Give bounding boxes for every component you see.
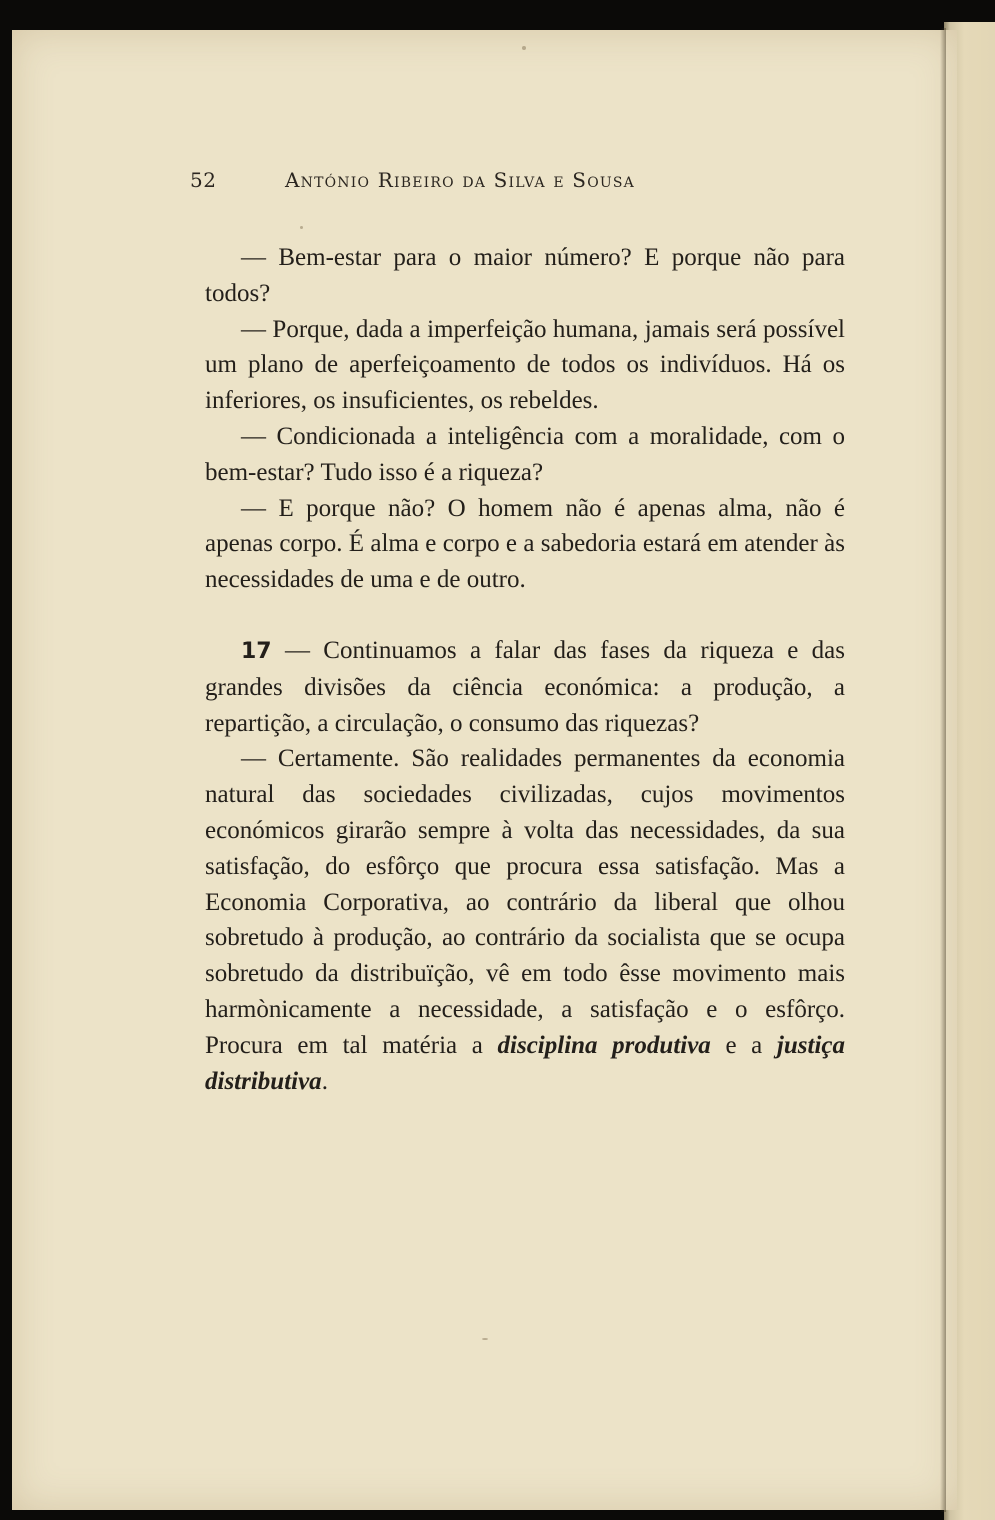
page-body bbox=[205, 240, 845, 1099]
running-head-author: António Ribeiro da Silva e Sousa bbox=[285, 168, 635, 192]
page-number: 52 bbox=[190, 168, 217, 192]
section-question-text: — Continuamos a falar das fases da riqueza e das grandes divisões da ciência económica: a produção, a repartição, a circulação, o consumo das riquezas? bbox=[205, 636, 845, 737]
running-head bbox=[190, 168, 850, 192]
answer-end: . bbox=[321, 1067, 328, 1095]
emphasis-justica-distributiva: justiça distributiva bbox=[205, 1031, 845, 1095]
section-answer bbox=[205, 741, 845, 1099]
paper-speck bbox=[522, 46, 526, 50]
section-number: 17 bbox=[241, 638, 272, 664]
paper-speck bbox=[300, 226, 303, 229]
answer-connector: e a bbox=[710, 1031, 777, 1059]
section-question bbox=[205, 633, 845, 741]
section-answer-text: — Certamente. São realidades permanentes da economia natural das sociedades civilizadas, cujos movimentos económicos girarão sempre à volta das necessidades, da sua satisfação, do esfôrço que procura essa satisfação. Mas a Economia Corporativa, ao contrário da liberal que olhou sobretudo à produção, ao contrário da socialista que se ocupa sobretudo da distribuïção, vê em todo êsse movimento mais harmònicamente a necessidade, a satisfação e o esfôrço. Procura em tal matéria a bbox=[205, 745, 845, 1059]
paper-speck bbox=[482, 1338, 488, 1340]
dialogue-paragraph: — E porque não? O homem não é apenas alma, não é apenas corpo. É alma e corpo e a sabedoria estará em atender às necessidades de uma e de outro. bbox=[205, 494, 845, 594]
section-spacer bbox=[205, 598, 845, 633]
dialogue-paragraph: — Condicionada a inteligência com a moralidade, com o bem-estar? Tudo isso é a riqueza? bbox=[205, 422, 845, 486]
page-gutter-shadow bbox=[940, 28, 946, 1512]
dialogue-paragraph: — Bem-estar para o maior número? E porque não para todos? bbox=[205, 244, 845, 307]
emphasis-disciplina-produtiva: disciplina produtiva bbox=[497, 1031, 711, 1059]
dialogue-paragraph: — Porque, dada a imperfeição humana, jamais será possível um plano de aperfeiçoamento de todos os indivíduos. Há os inferiores, os insuficientes, os rebeldes. bbox=[205, 315, 845, 415]
